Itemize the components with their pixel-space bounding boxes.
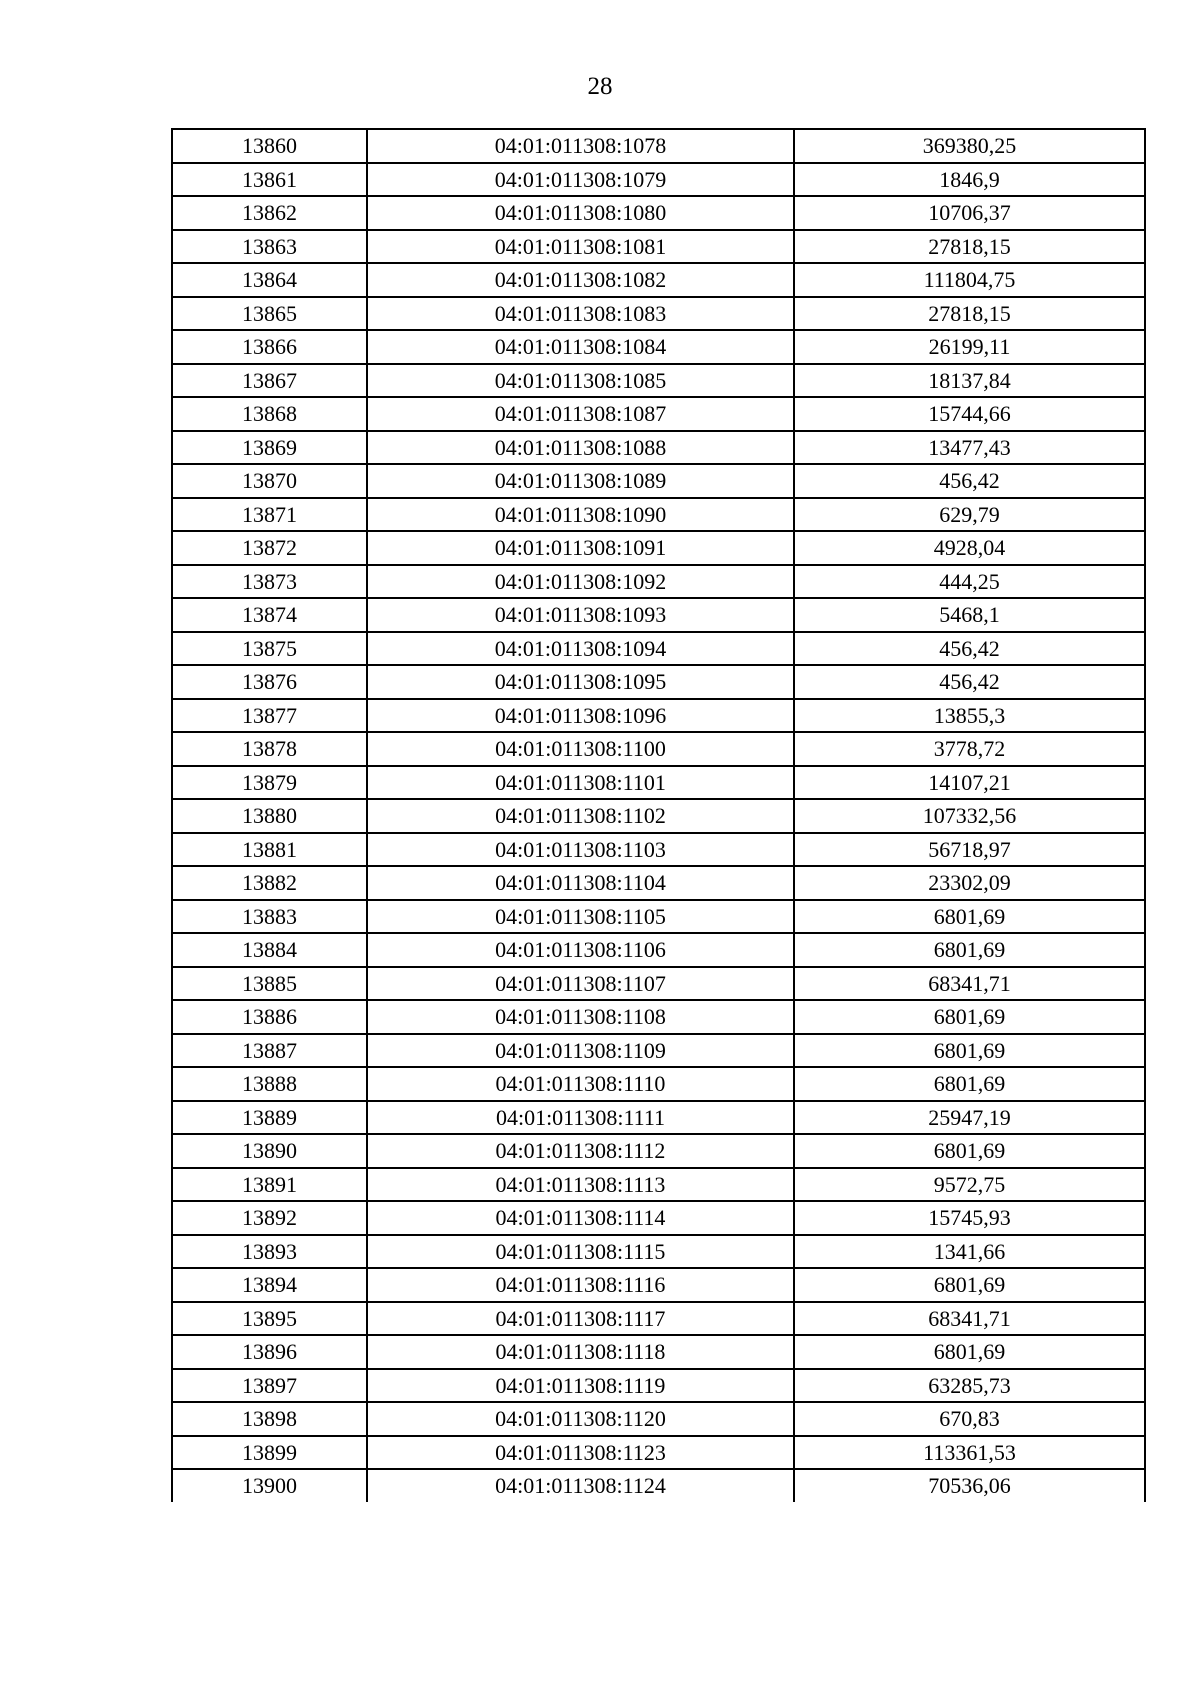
row-number-cell: 13869: [172, 431, 367, 465]
cadastral-number-cell: 04:01:011308:1119: [367, 1369, 794, 1403]
cadastral-value-table: [171, 128, 1146, 1502]
cadastral-number-cell: 04:01:011308:1111: [367, 1101, 794, 1135]
row-number-cell: 13862: [172, 196, 367, 230]
value-cell: 25947,19: [794, 1101, 1145, 1135]
cadastral-number-cell: 04:01:011308:1124: [367, 1469, 794, 1502]
value-cell: 15744,66: [794, 397, 1145, 431]
table-row: [172, 1201, 1145, 1235]
value-cell: 10706,37: [794, 196, 1145, 230]
cadastral-number-cell: 04:01:011308:1109: [367, 1034, 794, 1068]
cadastral-number-cell: 04:01:011308:1108: [367, 1000, 794, 1034]
cadastral-number-cell: 04:01:011308:1089: [367, 464, 794, 498]
table-row: [172, 129, 1145, 163]
table-row: [172, 1402, 1145, 1436]
table-row: [172, 263, 1145, 297]
row-number-cell: 13885: [172, 967, 367, 1001]
value-cell: 23302,09: [794, 866, 1145, 900]
cadastral-number-cell: 04:01:011308:1106: [367, 933, 794, 967]
table-row: [172, 330, 1145, 364]
table-row: [172, 799, 1145, 833]
row-number-cell: 13863: [172, 230, 367, 264]
cadastral-number-cell: 04:01:011308:1081: [367, 230, 794, 264]
value-cell: 6801,69: [794, 1335, 1145, 1369]
cadastral-number-cell: 04:01:011308:1083: [367, 297, 794, 331]
row-number-cell: 13889: [172, 1101, 367, 1135]
table-row: [172, 1134, 1145, 1168]
table-row: [172, 1168, 1145, 1202]
table-row: [172, 866, 1145, 900]
row-number-cell: 13898: [172, 1402, 367, 1436]
row-number-cell: 13861: [172, 163, 367, 197]
row-number-cell: 13880: [172, 799, 367, 833]
value-cell: 6801,69: [794, 1067, 1145, 1101]
cadastral-number-cell: 04:01:011308:1118: [367, 1335, 794, 1369]
value-cell: 56718,97: [794, 833, 1145, 867]
table-row: [172, 297, 1145, 331]
row-number-cell: 13887: [172, 1034, 367, 1068]
row-number-cell: 13899: [172, 1436, 367, 1470]
table-row: [172, 766, 1145, 800]
table-row: [172, 230, 1145, 264]
cadastral-number-cell: 04:01:011308:1093: [367, 598, 794, 632]
table-row: [172, 732, 1145, 766]
cadastral-number-cell: 04:01:011308:1082: [367, 263, 794, 297]
table-row: [172, 665, 1145, 699]
value-cell: 111804,75: [794, 263, 1145, 297]
table-row: [172, 1034, 1145, 1068]
value-cell: 27818,15: [794, 230, 1145, 264]
cadastral-number-cell: 04:01:011308:1113: [367, 1168, 794, 1202]
table-row: [172, 1268, 1145, 1302]
cadastral-number-cell: 04:01:011308:1091: [367, 531, 794, 565]
row-number-cell: 13865: [172, 297, 367, 331]
row-number-cell: 13879: [172, 766, 367, 800]
row-number-cell: 13875: [172, 632, 367, 666]
value-cell: 456,42: [794, 665, 1145, 699]
table-row: [172, 967, 1145, 1001]
row-number-cell: 13867: [172, 364, 367, 398]
row-number-cell: 13860: [172, 129, 367, 163]
row-number-cell: 13896: [172, 1335, 367, 1369]
cadastral-number-cell: 04:01:011308:1092: [367, 565, 794, 599]
cadastral-number-cell: 04:01:011308:1100: [367, 732, 794, 766]
row-number-cell: 13900: [172, 1469, 367, 1502]
table-row: [172, 1335, 1145, 1369]
value-cell: 70536,06: [794, 1469, 1145, 1502]
row-number-cell: 13874: [172, 598, 367, 632]
cadastral-number-cell: 04:01:011308:1101: [367, 766, 794, 800]
row-number-cell: 13886: [172, 1000, 367, 1034]
row-number-cell: 13893: [172, 1235, 367, 1269]
cadastral-number-cell: 04:01:011308:1104: [367, 866, 794, 900]
cadastral-number-cell: 04:01:011308:1123: [367, 1436, 794, 1470]
table-row: [172, 364, 1145, 398]
value-cell: 18137,84: [794, 364, 1145, 398]
row-number-cell: 13873: [172, 565, 367, 599]
row-number-cell: 13871: [172, 498, 367, 532]
table-row: [172, 833, 1145, 867]
cadastral-number-cell: 04:01:011308:1087: [367, 397, 794, 431]
value-cell: 1846,9: [794, 163, 1145, 197]
row-number-cell: 13864: [172, 263, 367, 297]
table-row: [172, 632, 1145, 666]
cadastral-number-cell: 04:01:011308:1090: [367, 498, 794, 532]
cadastral-number-cell: 04:01:011308:1095: [367, 665, 794, 699]
cadastral-number-cell: 04:01:011308:1080: [367, 196, 794, 230]
table-row: [172, 1369, 1145, 1403]
value-cell: 6801,69: [794, 933, 1145, 967]
row-number-cell: 13884: [172, 933, 367, 967]
value-cell: 4928,04: [794, 531, 1145, 565]
table-row: [172, 900, 1145, 934]
value-cell: 63285,73: [794, 1369, 1145, 1403]
cadastral-number-cell: 04:01:011308:1102: [367, 799, 794, 833]
value-cell: 113361,53: [794, 1436, 1145, 1470]
row-number-cell: 13895: [172, 1302, 367, 1336]
value-cell: 26199,11: [794, 330, 1145, 364]
row-number-cell: 13892: [172, 1201, 367, 1235]
row-number-cell: 13882: [172, 866, 367, 900]
row-number-cell: 13894: [172, 1268, 367, 1302]
cadastral-number-cell: 04:01:011308:1079: [367, 163, 794, 197]
table-row: [172, 1235, 1145, 1269]
value-cell: 9572,75: [794, 1168, 1145, 1202]
table-row: [172, 598, 1145, 632]
cadastral-number-cell: 04:01:011308:1094: [367, 632, 794, 666]
cadastral-number-cell: 04:01:011308:1116: [367, 1268, 794, 1302]
value-cell: 13477,43: [794, 431, 1145, 465]
value-cell: 3778,72: [794, 732, 1145, 766]
value-cell: 670,83: [794, 1402, 1145, 1436]
cadastral-number-cell: 04:01:011308:1120: [367, 1402, 794, 1436]
table-row: [172, 565, 1145, 599]
row-number-cell: 13866: [172, 330, 367, 364]
value-cell: 456,42: [794, 632, 1145, 666]
table-row: [172, 163, 1145, 197]
value-cell: 6801,69: [794, 1134, 1145, 1168]
table-row: [172, 531, 1145, 565]
value-cell: 6801,69: [794, 900, 1145, 934]
cadastral-number-cell: 04:01:011308:1112: [367, 1134, 794, 1168]
cadastral-number-cell: 04:01:011308:1110: [367, 1067, 794, 1101]
row-number-cell: 13878: [172, 732, 367, 766]
value-cell: 15745,93: [794, 1201, 1145, 1235]
value-cell: 5468,1: [794, 598, 1145, 632]
table-row: [172, 699, 1145, 733]
value-cell: 629,79: [794, 498, 1145, 532]
value-cell: 27818,15: [794, 297, 1145, 331]
value-cell: 6801,69: [794, 1000, 1145, 1034]
value-cell: 107332,56: [794, 799, 1145, 833]
value-cell: 6801,69: [794, 1034, 1145, 1068]
table-body: [172, 129, 1145, 1502]
row-number-cell: 13881: [172, 833, 367, 867]
cadastral-number-cell: 04:01:011308:1085: [367, 364, 794, 398]
table-row: [172, 933, 1145, 967]
cadastral-number-cell: 04:01:011308:1088: [367, 431, 794, 465]
cadastral-number-cell: 04:01:011308:1114: [367, 1201, 794, 1235]
row-number-cell: 13868: [172, 397, 367, 431]
row-number-cell: 13870: [172, 464, 367, 498]
cadastral-number-cell: 04:01:011308:1103: [367, 833, 794, 867]
cadastral-number-cell: 04:01:011308:1078: [367, 129, 794, 163]
table-row: [172, 196, 1145, 230]
cadastral-number-cell: 04:01:011308:1084: [367, 330, 794, 364]
table-row: [172, 1000, 1145, 1034]
table-row: [172, 1436, 1145, 1470]
cadastral-number-cell: 04:01:011308:1105: [367, 900, 794, 934]
table-row: [172, 1101, 1145, 1135]
value-cell: 1341,66: [794, 1235, 1145, 1269]
table-row: [172, 498, 1145, 532]
page-number: 28: [587, 73, 613, 100]
table-row: [172, 1469, 1145, 1502]
table-row: [172, 1067, 1145, 1101]
cadastral-number-cell: 04:01:011308:1117: [367, 1302, 794, 1336]
cadastral-number-cell: 04:01:011308:1096: [367, 699, 794, 733]
value-cell: 14107,21: [794, 766, 1145, 800]
value-cell: 456,42: [794, 464, 1145, 498]
value-cell: 369380,25: [794, 129, 1145, 163]
cadastral-number-cell: 04:01:011308:1107: [367, 967, 794, 1001]
table-row: [172, 431, 1145, 465]
row-number-cell: 13872: [172, 531, 367, 565]
row-number-cell: 13890: [172, 1134, 367, 1168]
row-number-cell: 13883: [172, 900, 367, 934]
row-number-cell: 13897: [172, 1369, 367, 1403]
table-row: [172, 1302, 1145, 1336]
row-number-cell: 13888: [172, 1067, 367, 1101]
cadastral-number-cell: 04:01:011308:1115: [367, 1235, 794, 1269]
value-cell: 6801,69: [794, 1268, 1145, 1302]
row-number-cell: 13876: [172, 665, 367, 699]
value-cell: 68341,71: [794, 967, 1145, 1001]
table-row: [172, 464, 1145, 498]
value-cell: 68341,71: [794, 1302, 1145, 1336]
table-row: [172, 397, 1145, 431]
row-number-cell: 13877: [172, 699, 367, 733]
value-cell: 13855,3: [794, 699, 1145, 733]
row-number-cell: 13891: [172, 1168, 367, 1202]
value-cell: 444,25: [794, 565, 1145, 599]
